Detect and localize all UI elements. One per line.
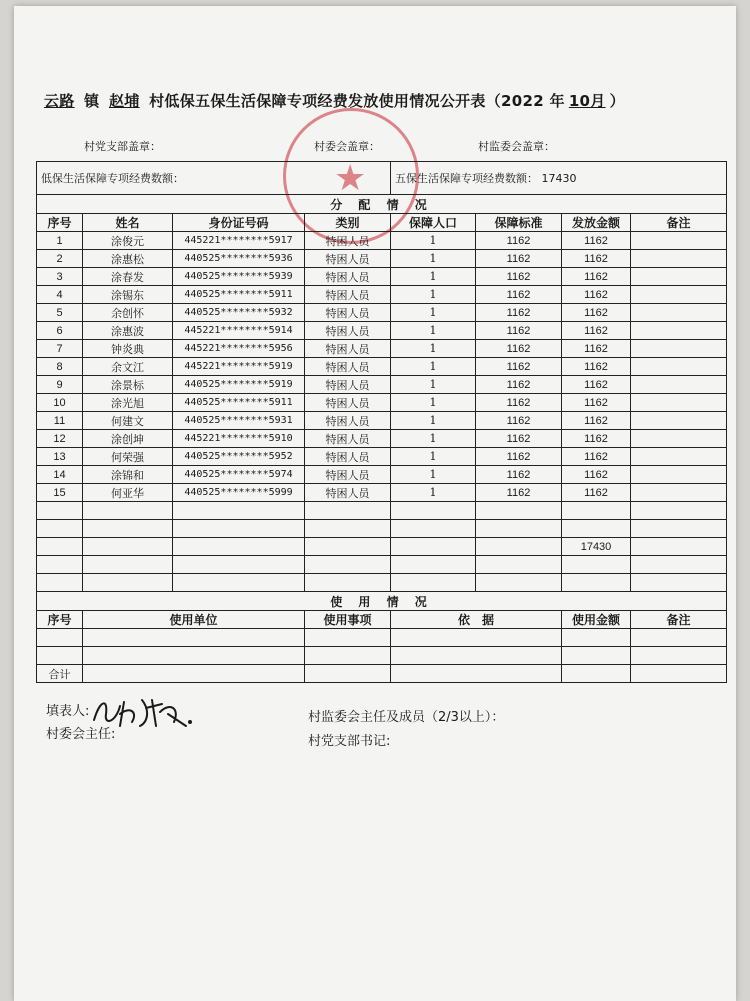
committee-stamp-label: 村委会盖章：	[314, 140, 380, 153]
blank-cell	[631, 538, 727, 556]
row-name: 何荣强	[83, 448, 173, 466]
row-amount: 1162	[562, 232, 631, 250]
row-standard: 1162	[476, 376, 562, 394]
blank-cell	[476, 538, 562, 556]
blank-row	[37, 520, 727, 538]
blank-cell	[562, 574, 631, 592]
row-remark	[631, 250, 727, 268]
blank-cell	[173, 556, 305, 574]
row-population: 1	[391, 250, 476, 268]
blank-cell	[305, 574, 391, 592]
table-row	[37, 286, 727, 304]
row-population: 1	[391, 358, 476, 376]
row-population: 1	[391, 268, 476, 286]
row-standard: 1162	[476, 232, 562, 250]
row-remark	[631, 412, 727, 430]
party-stamp-label: 村党支部盖章：	[84, 140, 161, 153]
row-remark	[631, 322, 727, 340]
blank-cell	[391, 502, 476, 520]
row-no: 8	[37, 358, 83, 376]
col-header-no: 序号	[37, 214, 83, 232]
table-row	[37, 232, 727, 250]
row-id: 440525********5931	[173, 412, 305, 430]
row-category: 特困人员	[305, 430, 391, 448]
row-population: 1	[391, 448, 476, 466]
blank-cell	[631, 502, 727, 520]
row-name: 余创怀	[83, 304, 173, 322]
usage-col-item: 使用事项	[305, 611, 391, 629]
row-standard: 1162	[476, 268, 562, 286]
row-standard: 1162	[476, 430, 562, 448]
row-no: 10	[37, 394, 83, 412]
row-remark	[631, 448, 727, 466]
title-town-suffix: 镇	[84, 92, 100, 110]
row-name: 涂惠松	[83, 250, 173, 268]
distribution-body	[37, 232, 727, 502]
usage-blank-row	[37, 629, 727, 647]
table-row	[37, 268, 727, 286]
row-remark	[631, 484, 727, 502]
row-name: 钟炎典	[83, 340, 173, 358]
row-amount: 1162	[562, 304, 631, 322]
star-icon: ★	[334, 158, 367, 199]
row-no: 4	[37, 286, 83, 304]
blank-row	[37, 502, 727, 520]
blank-cell	[83, 556, 173, 574]
row-category: 特困人员	[305, 484, 391, 502]
row-name: 何建文	[83, 412, 173, 430]
row-name: 余文江	[83, 358, 173, 376]
table-row	[37, 394, 727, 412]
row-standard: 1162	[476, 286, 562, 304]
row-category: 特困人员	[305, 268, 391, 286]
usage-section-title: 使 用 情 况	[37, 592, 727, 611]
row-name: 涂俊元	[83, 232, 173, 250]
blank-row	[37, 556, 727, 574]
blank-cell	[476, 574, 562, 592]
table-row	[37, 250, 727, 268]
title-main: 村低保五保生活保障专项经费发放使用情况公开表（2022 年	[149, 92, 565, 110]
row-standard: 1162	[476, 394, 562, 412]
row-id: 440525********5936	[173, 250, 305, 268]
col-header-remark: 备注	[631, 214, 727, 232]
row-remark	[631, 376, 727, 394]
row-amount: 1162	[562, 376, 631, 394]
row-amount: 1162	[562, 394, 631, 412]
blank-cell	[631, 556, 727, 574]
table-row	[37, 466, 727, 484]
supervisors-label: 村监委会主任及成员（2/3以上）：	[308, 710, 505, 725]
row-standard: 1162	[476, 448, 562, 466]
row-category: 特困人员	[305, 322, 391, 340]
page-title	[40, 90, 720, 111]
title-town: 云路	[44, 92, 75, 110]
row-remark	[631, 358, 727, 376]
blank-cell	[37, 556, 83, 574]
row-amount: 1162	[562, 286, 631, 304]
col-header-population: 保障人口	[391, 214, 476, 232]
table-row	[37, 322, 727, 340]
row-population: 1	[391, 376, 476, 394]
row-no: 5	[37, 304, 83, 322]
usage-col-remark: 备注	[631, 611, 727, 629]
row-name: 涂惠波	[83, 322, 173, 340]
row-id: 445221********5914	[173, 322, 305, 340]
blank-row	[37, 538, 727, 556]
row-amount: 1162	[562, 430, 631, 448]
row-category: 特困人员	[305, 286, 391, 304]
row-category: 特困人员	[305, 466, 391, 484]
row-population: 1	[391, 286, 476, 304]
row-no: 2	[37, 250, 83, 268]
blank-cell	[562, 520, 631, 538]
row-no: 3	[37, 268, 83, 286]
row-name: 涂光旭	[83, 394, 173, 412]
blank-cell	[305, 556, 391, 574]
row-category: 特困人员	[305, 358, 391, 376]
row-id: 440525********5932	[173, 304, 305, 322]
usage-header-row	[37, 611, 727, 629]
row-amount: 1162	[562, 268, 631, 286]
blank-cell	[631, 574, 727, 592]
total-amount: 17430	[562, 538, 631, 556]
distribution-header-row	[37, 214, 727, 232]
usage-blank-row	[37, 647, 727, 665]
secretary-label: 村党支部书记:	[308, 734, 391, 749]
blank-cell	[562, 556, 631, 574]
blank-cell	[305, 538, 391, 556]
row-remark	[631, 340, 727, 358]
row-id: 445221********5910	[173, 430, 305, 448]
blank-cell	[391, 556, 476, 574]
distribution-section-row	[37, 195, 727, 214]
row-remark	[631, 286, 727, 304]
row-amount: 1162	[562, 448, 631, 466]
usage-total-label: 合计	[37, 665, 83, 683]
row-standard: 1162	[476, 322, 562, 340]
table-row	[37, 448, 727, 466]
distribution-section-title: 分 配 情 况	[37, 195, 727, 214]
filler-label: 填表人:	[46, 704, 90, 719]
row-name: 何亚华	[83, 484, 173, 502]
col-header-standard: 保障标准	[476, 214, 562, 232]
blank-cell	[305, 520, 391, 538]
table-row	[37, 376, 727, 394]
row-id: 440525********5939	[173, 268, 305, 286]
row-category: 特困人员	[305, 412, 391, 430]
table-row	[37, 340, 727, 358]
disbursement-table	[36, 158, 727, 683]
wubao-fund-cell	[391, 162, 727, 195]
blank-cell	[391, 574, 476, 592]
row-id: 440525********5911	[173, 286, 305, 304]
row-category: 特困人员	[305, 340, 391, 358]
funds-row	[37, 162, 727, 195]
col-header-amount: 发放金额	[562, 214, 631, 232]
blank-cell	[631, 520, 727, 538]
blank-cell	[476, 556, 562, 574]
row-standard: 1162	[476, 358, 562, 376]
row-id: 440525********5952	[173, 448, 305, 466]
row-id: 445221********5919	[173, 358, 305, 376]
row-population: 1	[391, 484, 476, 502]
col-header-name: 姓名	[83, 214, 173, 232]
row-id: 445221********5917	[173, 232, 305, 250]
row-amount: 1162	[562, 250, 631, 268]
row-no: 11	[37, 412, 83, 430]
distribution-blank-rows	[37, 502, 727, 592]
row-standard: 1162	[476, 250, 562, 268]
row-name: 涂锦和	[83, 466, 173, 484]
row-no: 14	[37, 466, 83, 484]
title-month: 10月	[568, 92, 606, 110]
blank-cell	[562, 502, 631, 520]
col-header-id: 身份证号码	[173, 214, 305, 232]
table-row	[37, 304, 727, 322]
supervise-stamp-label: 村监委会盖章：	[478, 140, 555, 153]
row-category: 特困人员	[305, 304, 391, 322]
usage-col-amount: 使用金额	[562, 611, 631, 629]
blank-cell	[476, 502, 562, 520]
row-remark	[631, 430, 727, 448]
row-id: 440525********5911	[173, 394, 305, 412]
blank-cell	[37, 502, 83, 520]
row-population: 1	[391, 232, 476, 250]
row-amount: 1162	[562, 340, 631, 358]
table-row	[37, 358, 727, 376]
row-amount: 1162	[562, 322, 631, 340]
row-name: 涂景标	[83, 376, 173, 394]
row-population: 1	[391, 412, 476, 430]
blank-cell	[173, 574, 305, 592]
blank-cell	[83, 574, 173, 592]
usage-total-row	[37, 665, 727, 683]
row-id: 440525********5974	[173, 466, 305, 484]
blank-cell	[83, 502, 173, 520]
blank-row	[37, 574, 727, 592]
row-id: 440525********5919	[173, 376, 305, 394]
row-population: 1	[391, 394, 476, 412]
row-remark	[631, 466, 727, 484]
wubao-fund-label: 五保生活保障专项经费数额：	[395, 172, 538, 185]
row-no: 15	[37, 484, 83, 502]
row-id: 440525********5999	[173, 484, 305, 502]
row-no: 6	[37, 322, 83, 340]
usage-col-no: 序号	[37, 611, 83, 629]
row-category: 特困人员	[305, 394, 391, 412]
dibao-fund-label: 低保生活保障专项经费数额：	[37, 162, 391, 195]
blank-cell	[37, 538, 83, 556]
row-no: 7	[37, 340, 83, 358]
blank-cell	[305, 502, 391, 520]
blank-cell	[391, 520, 476, 538]
row-category: 特困人员	[305, 448, 391, 466]
row-standard: 1162	[476, 412, 562, 430]
row-remark	[631, 268, 727, 286]
director-label: 村委会主任:	[46, 727, 116, 742]
row-no: 12	[37, 430, 83, 448]
row-name: 涂创坤	[83, 430, 173, 448]
row-remark	[631, 394, 727, 412]
row-name: 涂春发	[83, 268, 173, 286]
row-remark	[631, 232, 727, 250]
blank-cell	[476, 520, 562, 538]
usage-section-row	[37, 592, 727, 611]
row-amount: 1162	[562, 466, 631, 484]
row-standard: 1162	[476, 466, 562, 484]
row-category: 特困人员	[305, 250, 391, 268]
table-row	[37, 430, 727, 448]
title-village: 赵埔	[108, 92, 140, 110]
blank-cell	[173, 502, 305, 520]
row-amount: 1162	[562, 484, 631, 502]
row-no: 1	[37, 232, 83, 250]
blank-cell	[173, 538, 305, 556]
row-no: 9	[37, 376, 83, 394]
row-remark	[631, 304, 727, 322]
blank-cell	[391, 538, 476, 556]
row-category: 特困人员	[305, 232, 391, 250]
usage-col-basis: 依 据	[391, 611, 562, 629]
row-standard: 1162	[476, 484, 562, 502]
row-id: 445221********5956	[173, 340, 305, 358]
usage-col-unit: 使用单位	[83, 611, 305, 629]
row-population: 1	[391, 304, 476, 322]
title-close: ）	[609, 92, 625, 110]
table-row	[37, 412, 727, 430]
blank-cell	[37, 520, 83, 538]
row-population: 1	[391, 430, 476, 448]
row-name: 涂锡东	[83, 286, 173, 304]
row-category: 特困人员	[305, 376, 391, 394]
row-standard: 1162	[476, 340, 562, 358]
table-row	[37, 484, 727, 502]
wubao-fund-value: 17430	[541, 172, 577, 185]
row-population: 1	[391, 466, 476, 484]
blank-cell	[37, 574, 83, 592]
row-population: 1	[391, 340, 476, 358]
row-standard: 1162	[476, 304, 562, 322]
blank-cell	[173, 520, 305, 538]
col-header-category: 类别	[305, 214, 391, 232]
row-no: 13	[37, 448, 83, 466]
blank-cell	[83, 520, 173, 538]
row-amount: 1162	[562, 358, 631, 376]
row-population: 1	[391, 322, 476, 340]
row-amount: 1162	[562, 412, 631, 430]
blank-cell	[83, 538, 173, 556]
